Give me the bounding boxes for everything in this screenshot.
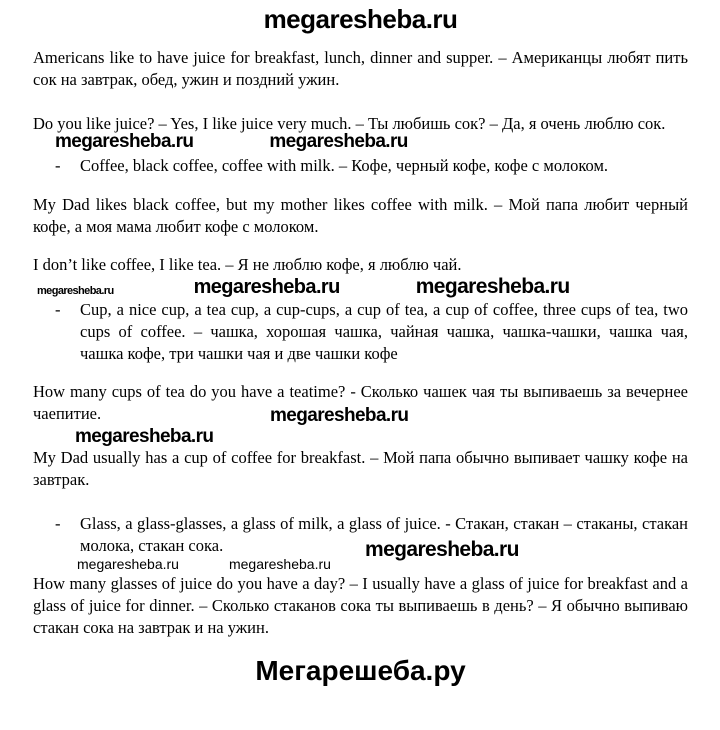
list-item-glass (33, 513, 688, 561)
list-dash: - (55, 514, 61, 533)
paragraph-like-tea: I don’t like coffee, I like tea. – Я не люблю кофе, я люблю чай. (33, 255, 462, 274)
list-dash: - (55, 300, 61, 319)
list-item-text: Glass, a glass-glasses, a glass of milk, a glass of juice. - Стакан, стакан – стаканы, стакан молока, стакан сока. (80, 514, 688, 555)
paragraph-dad-coffee: My Dad likes black coffee, but my mother likes coffee with milk. – Мой папа любит черный кофе, а моя мама любит кофе с молоком. (33, 195, 688, 236)
watermark: megaresheba.ru (365, 538, 519, 561)
watermark-row-single (33, 427, 688, 447)
watermark-row-3 (33, 556, 688, 571)
list-item-cup (33, 299, 688, 365)
brand-heading-bottom: Мегарешеба.ру (255, 655, 466, 686)
list-dash: - (55, 156, 61, 175)
paragraph-text: How many cups of tea do you have a teatime? - Сколько чашек чая ты выпиваешь за вечернее чаепитие. (33, 382, 688, 423)
watermark: megaresheba.ru (37, 285, 114, 297)
paragraph-dad-breakfast: My Dad usually has a cup of coffee for breakfast. – Мой папа обычно выпивает чашку кофе на завтрак. (33, 448, 688, 489)
watermark-heading-top: megaresheba.ru (263, 4, 458, 34)
paragraph-how-many-cups (33, 381, 688, 425)
paragraph-juice: Americans like to have juice for breakfast, lunch, dinner and supper. – Американцы любят пить сок на завтрак, обед, ужин и поздний ужин. (33, 48, 688, 89)
watermark: megaresheba.ru (75, 426, 214, 447)
paragraph-do-you-like-juice: Do you like juice? – Yes, I like juice very much. – Ты любишь сок? – Да, я очень люблю сок. (33, 114, 666, 133)
list-item-text: Coffee, black coffee, coffee with milk. – Кофе, черный кофе, кофе с молоком. (80, 156, 609, 175)
watermark: megaresheba.ru (415, 275, 570, 298)
watermark: megaresheba.ru (55, 131, 194, 152)
list-item-text: Cup, a nice cup, a tea cup, a cup-cups, a cup of tea, a cup of coffee, three cups of tea, two cups of coffee. – чашка, хорошая чашка, чайная чашка, чашка-чашки, чашка чая, чашка кофе, три чашки чая и две чашки кофе (80, 300, 688, 363)
watermark-row-1 (33, 133, 688, 151)
watermark: megaresheba.ru (228, 556, 331, 572)
list-item-coffee (33, 155, 688, 177)
watermark: megaresheba.ru (77, 556, 179, 572)
watermark: megaresheba.ru (270, 405, 409, 426)
watermark: megaresheba.ru (269, 131, 408, 152)
paragraph-how-many-glasses: How many glasses of juice do you have a day? – I usually have a glass of juice for breakfast and a glass of juice for dinner. – Сколько стаканов сока ты выпиваешь в день? – Я обычно выпиваю стакан сока на завтрак и на ужин. (33, 574, 688, 637)
watermark-row-2 (33, 276, 688, 297)
watermark: megaresheba.ru (193, 276, 340, 298)
